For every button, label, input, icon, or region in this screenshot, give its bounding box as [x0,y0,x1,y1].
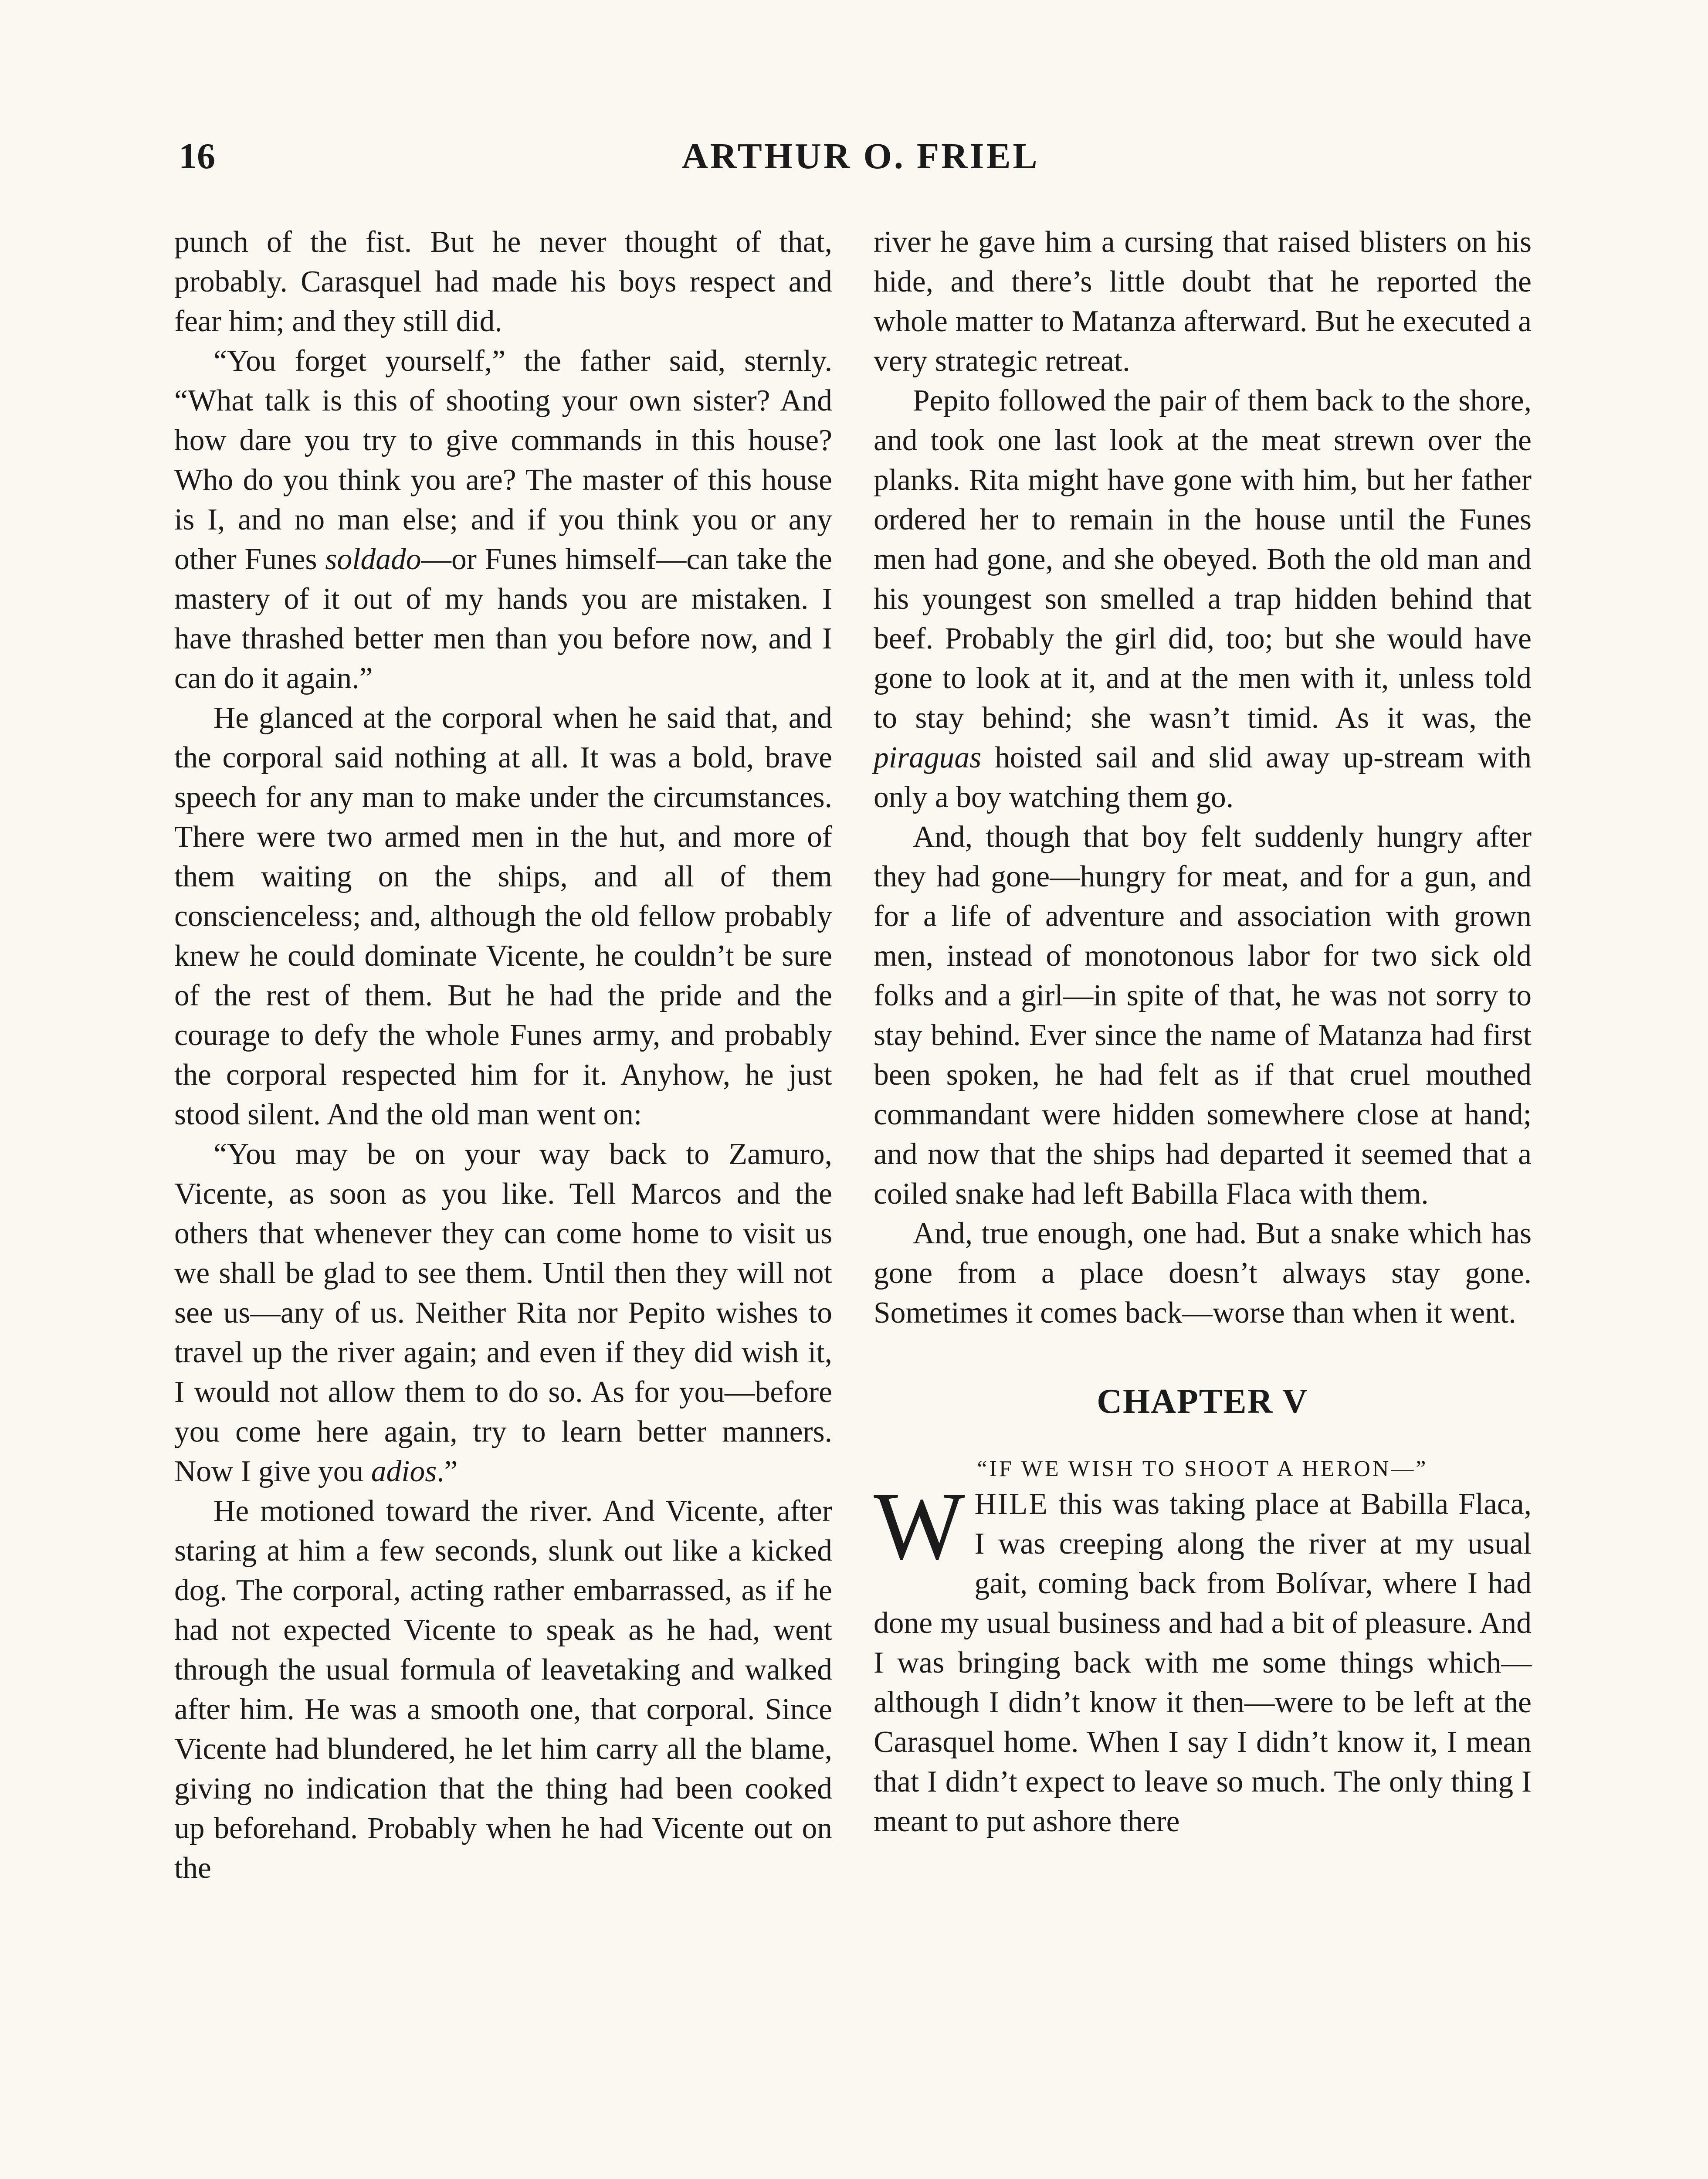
chapter-heading: CHAPTER V [1097,1382,1308,1421]
page-header [179,131,1542,187]
drop-cap: W [874,1473,965,1580]
opening-word: HILE [974,1487,1049,1521]
paragraph: river he gave him a cursing that raised blisters on his hide, and there’s little doubt that he reported the whole matter to Matanza afterward. But he executed a very strategic retreat. [874,225,1532,378]
text-run: hoisted sail and slid away up-stream with only a boy watching them go. [874,741,1532,814]
text-run: .” [437,1455,458,1488]
paragraph [174,1134,832,1491]
paragraph: And, though that boy felt suddenly hungry after they had gone—hungry for meat, and for a gun, and for a life of adventure and association with grown men, instead of monotonous labor for two sick old folks and a girl—in spite of that, he was not sorry to stay behind. Ever since the name of Matanza had first been spoken, he had felt as if that cruel mouthed commandant were hidden somewhere close at hand; and now that the ships had departed it seemed that a coiled snake had left Babilla Flaca with them. [874,820,1532,1211]
right-column [874,222,1532,1841]
paragraph: He motioned toward the river. And Vicente, after staring at him a few seconds, slunk out like a kicked dog. The corporal, acting rather embarrassed, as if he had not expected Vicente to speak as he had, went through the usual formula of leavetaking and walked after him. He was a smooth one, that corporal. Since Vicente had blundered, he let him carry all the blame, giving no indication that the thing had been cooked up beforehand. Probably when he had Vicente out on the [174,1494,832,1885]
paragraph: And, true enough, one had. But a snake which has gone from a place doesn’t always stay gone. Sometimes it comes back—worse than when it went. [874,1217,1532,1330]
chapter-subtitle: “IF WE WISH TO SHOOT A HERON—” [977,1456,1428,1481]
paragraph [174,341,832,698]
chapter-opening-paragraph [874,1473,1532,1841]
running-head: ARTHUR O. FRIEL [681,136,1040,176]
text-run: this was taking place at Babilla Flaca, I was creeping along the river at my usual gait, coming back from Bolívar, where I had done my usual business and had a bit of pleasure. And I was bringing back with me some things which—although I didn’t know it then—were to be left at the Carasquel home. When I say I didn’t know it, I mean that I didn’t expect to leave so much. The only thing I meant to put ashore there [874,1487,1532,1838]
italic-text: piraguas [874,741,982,774]
italic-text: soldado [325,543,421,576]
paragraph: punch of the fist. But he never thought of that, probably. Carasquel had made his boys respect and fear him; and they still did. [174,225,832,338]
text-run: “You forget yourself,” the father said, sternly. “What talk is this of shooting your own sister? And how dare you try to give commands in this house? Who do you think you are? The master of this house is I, and no man else; and if you think you or any other Funes [174,344,832,576]
italic-text: adios [371,1455,437,1488]
text-run: Pepito followed the pair of them back to the shore, and took one last look at the meat strewn over the planks. Rita might have gone with him, but her father ordered her to remain in the house until the Funes men had gone, and she obeyed. Both the old man and his youngest son smelled a trap hidden behind that beef. Probably the girl did, too; but she would have gone to look at it, and at the men with it, unless told to stay behind; she wasn’t timid. As it was, the [874,384,1532,735]
left-column [174,222,832,1888]
paragraph: He glanced at the corporal when he said that, and the corporal said nothing at all. It was a bold, brave speech for any man to make under the circumstances. There were two armed men in the hut, and more of them waiting on the ships, and all of them conscienceless; and, although the old fellow probably knew he could dominate Vicente, he couldn’t be sure of the rest of them. But he had the pride and the courage to defy the whole Funes army, and probably the corporal respected him for it. Anyhow, he just stood silent. And the old man went on: [174,701,832,1131]
text-run: —or Funes himself—can take the mastery of it out of my hands you are mistaken. I have thrashed better men than you before now, and I can do it again.” [174,543,832,695]
paragraph [874,381,1532,817]
text-run: “You may be on your way back to Zamuro, Vicente, as soon as you like. Tell Marcos and the others that whenever they can come home to visit us we shall be glad to see them. Until then they will not see us—any of us. Neither Rita nor Pepito wishes to travel up the river again; and even if they did wish it, I would not allow them to do so. As for you—before you come here again, try to learn better manners. Now I give you [174,1137,832,1488]
page-number: 16 [179,136,215,176]
